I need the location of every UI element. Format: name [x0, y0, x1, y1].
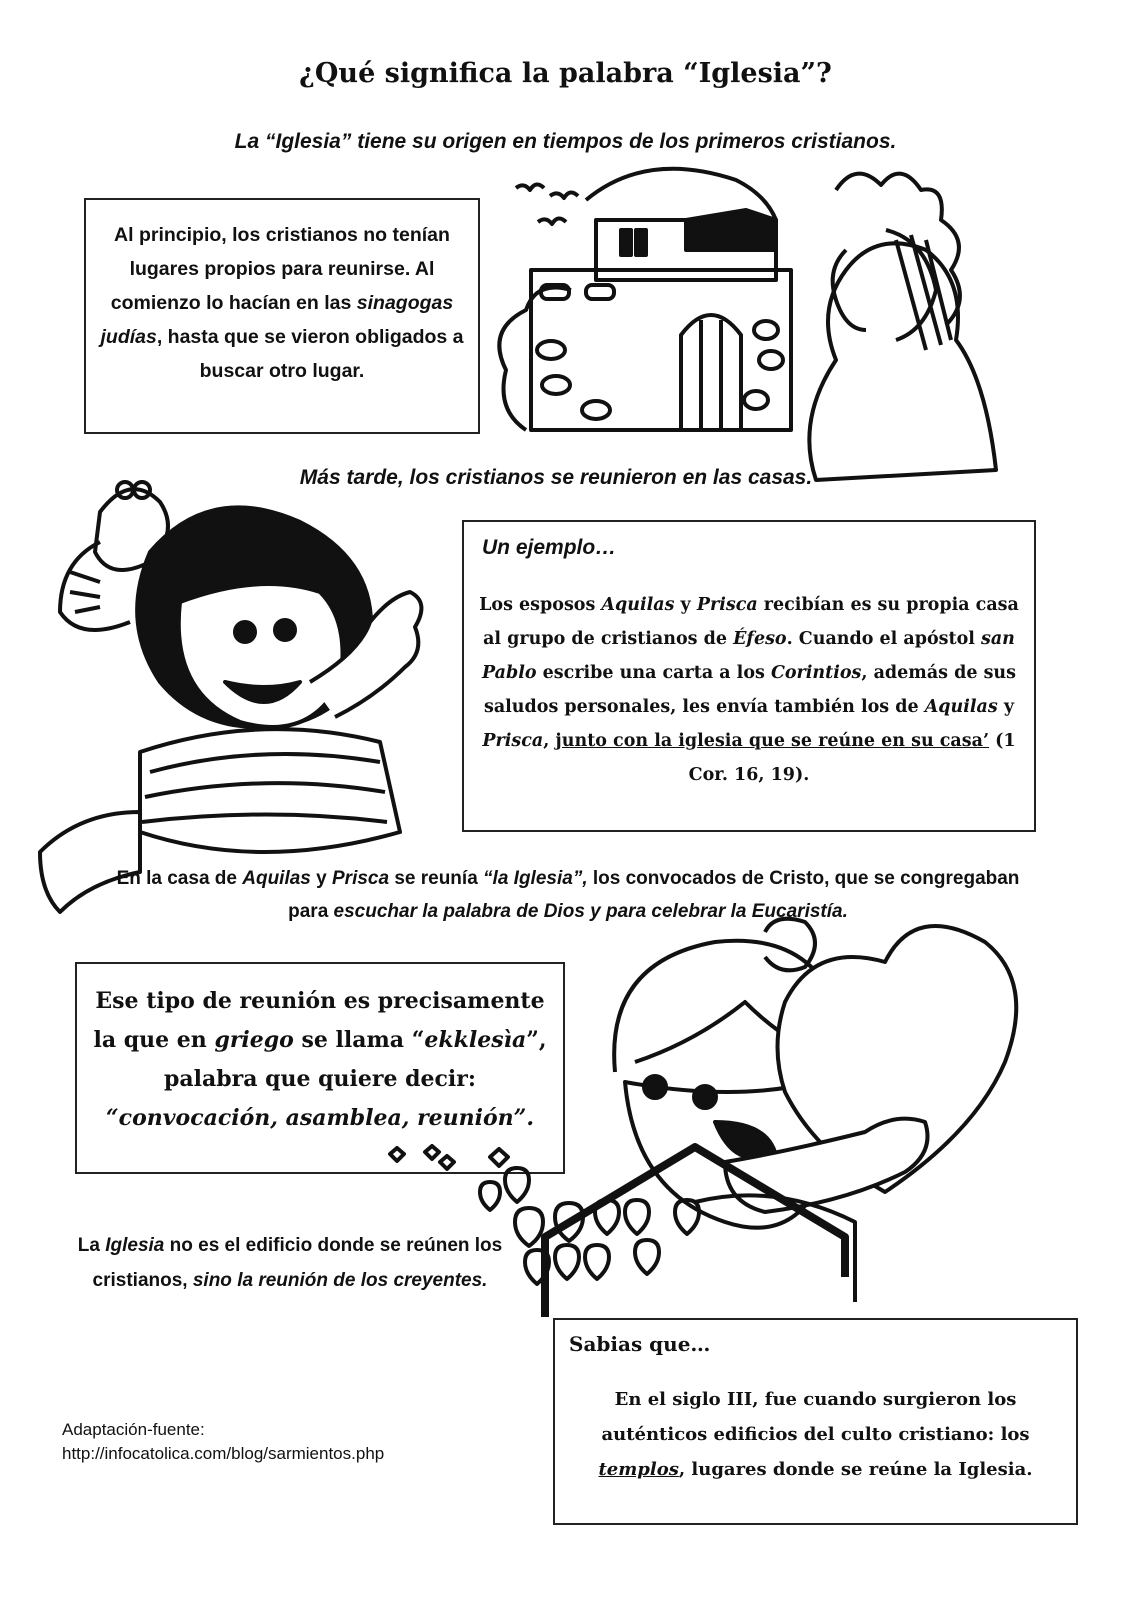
- sabias-body: [569, 1382, 1062, 1487]
- ekklesia-griego: griego: [214, 1027, 294, 1053]
- example-name: Corintios: [770, 663, 862, 683]
- later-houses-caption: Más tarde, los cristianos se reunieron en las casas.: [299, 466, 813, 489]
- ekklesia-text: se llama “: [293, 1027, 425, 1053]
- not-building-paragraph: [60, 1228, 520, 1298]
- not-building-emphasis: sino la reunión de los creyentes.: [192, 1270, 488, 1291]
- casa-text: y: [310, 868, 332, 889]
- example-text: recibían es su propia casa al grupo de cristianos de: [483, 595, 1019, 649]
- example-text: y: [997, 697, 1015, 717]
- example-name: Aquilas: [601, 595, 675, 615]
- casa-text: se reunía: [389, 868, 484, 889]
- building-and-man-illustration: [486, 160, 1031, 495]
- sabias-text: En el siglo III, fue cuando surgieron los auténticos edificios del culto cristiano: los: [601, 1389, 1030, 1445]
- origin-text-1: Al principio, los cristianos no tenían lugares propios para reunirse. Al comienzo lo hacían en las: [110, 224, 450, 314]
- example-name: Prisca: [482, 731, 544, 751]
- sabias-text: , lugares donde se reúne la Iglesia.: [678, 1459, 1033, 1480]
- not-building-iglesia: Iglesia: [105, 1235, 165, 1256]
- ekklesia-text: ”, palabra que quiere decir:: [164, 1027, 547, 1092]
- example-text: , además de sus saludos personales, les envía también los de: [483, 663, 1016, 717]
- page-title: ¿Qué significa la palabra “Iglesia”?: [299, 58, 832, 89]
- example-textbox: [462, 520, 1036, 832]
- boy-and-bird-illustration: [30, 452, 450, 892]
- casa-purpose: escuchar la palabra de Dios y para celebrar la Eucaristía.: [333, 901, 848, 922]
- example-quote-underlined: junto con la iglesia que se reúne en su casa’: [555, 731, 990, 751]
- casa-name: Aquilas: [242, 868, 311, 889]
- example-text: Los esposos: [479, 595, 602, 615]
- example-text: y: [674, 595, 697, 615]
- not-building-text: La: [77, 1235, 106, 1256]
- sabias-templos: templos: [598, 1459, 679, 1480]
- example-name: san Pablo: [481, 629, 1015, 683]
- page-subtitle: La “Iglesia” tiene su origen en tiempos de los primeros cristianos.: [234, 130, 897, 153]
- example-text: . Cuando el apóstol: [786, 629, 981, 649]
- not-building-text: no es el edificio donde se reúnen los cristianos,: [92, 1235, 503, 1291]
- example-text: ,: [543, 731, 556, 751]
- example-heading: Un ejemplo…: [482, 536, 617, 559]
- source-credit: [62, 1418, 384, 1466]
- origin-synagogues: sinagogas judías: [100, 292, 454, 348]
- example-citation: (1 Cor. 16, 19).: [688, 731, 1016, 785]
- origin-text-2: , hasta que se vieron obligados a buscar otro lugar.: [156, 326, 464, 382]
- sabias-que-textbox: [553, 1318, 1078, 1525]
- casa-text: En la casa de: [116, 868, 243, 889]
- example-name: Éfeso: [733, 629, 787, 649]
- ekklesia-text: Ese tipo de reunión es precisamente la que en: [93, 988, 545, 1053]
- source-label: Adaptación-fuente:: [62, 1420, 205, 1439]
- ekklesia-word: ekklesìa: [424, 1027, 527, 1053]
- example-name: Prisca: [696, 595, 758, 615]
- sabias-heading: Sabias que…: [569, 1332, 711, 1356]
- casa-text: los convocados de Cristo, que se congregaban para: [288, 868, 1020, 922]
- source-url: http://infocatolica.com/blog/sarmientos.php: [62, 1444, 385, 1463]
- example-text: escribe una carta a los: [536, 663, 771, 683]
- example-body: [478, 588, 1020, 792]
- casa-name: Prisca: [332, 868, 390, 889]
- ekklesia-meaning: “convocación, asamblea, reunión”.: [106, 1105, 534, 1131]
- casa-la-iglesia: “la Iglesia”,: [483, 868, 588, 889]
- example-name: Aquilas: [924, 697, 998, 717]
- origin-textbox: [84, 198, 480, 434]
